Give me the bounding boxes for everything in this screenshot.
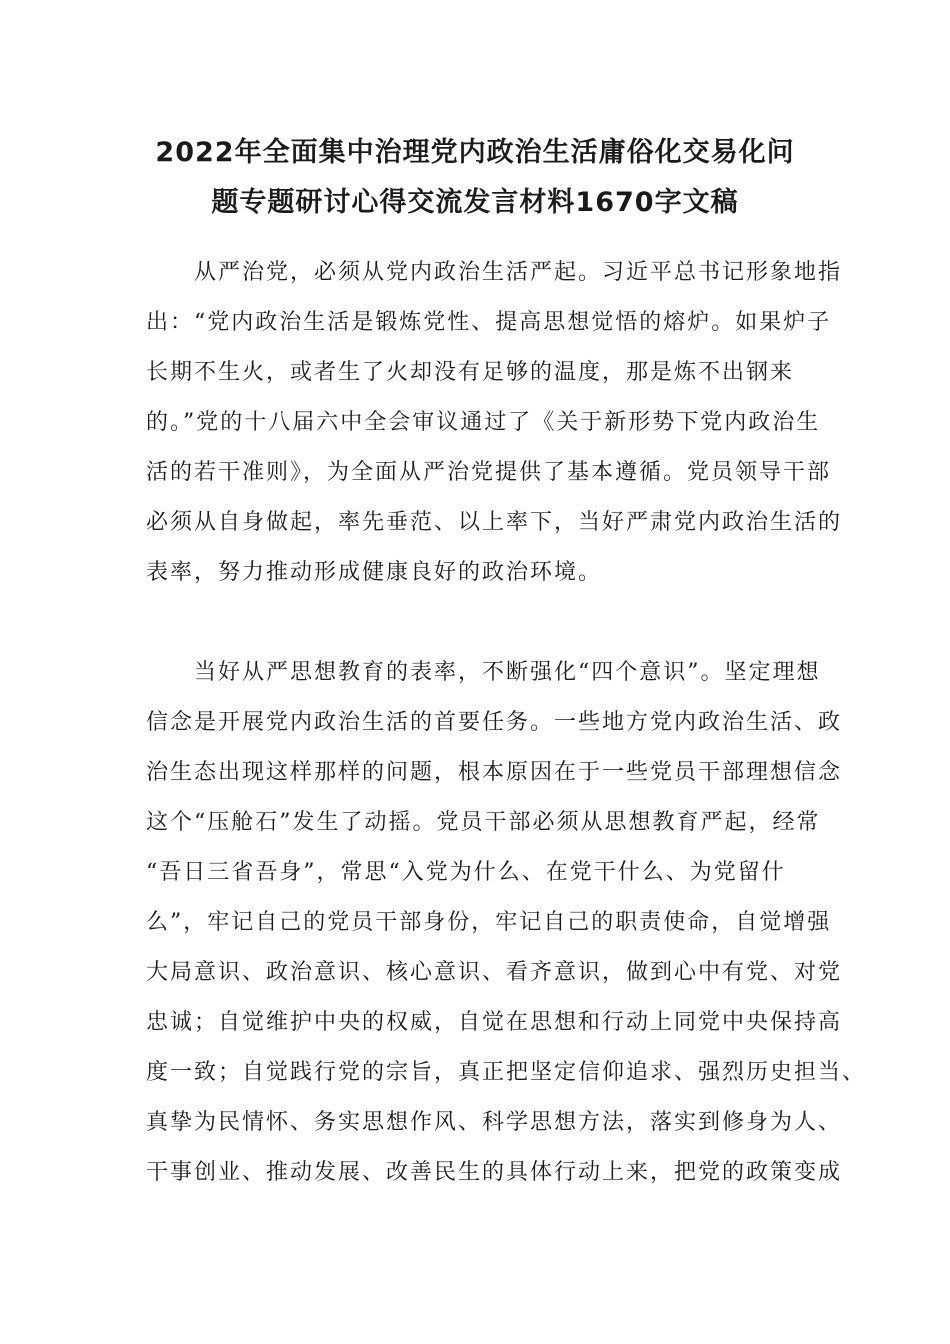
text-line: 信念是开展党内政治生活的首要任务。一些地方党内政治生活、政 (146, 710, 843, 735)
document-title (120, 128, 830, 228)
text-line: 长期不生火，或者生了火却没有足够的温度，那是炼不出钢来 (146, 360, 795, 385)
text-line: 干事创业、推动发展、改善民生的具体行动上来，把党的政策变成 (146, 1160, 843, 1185)
text-line: 出：“党内政治生活是锻炼党性、提高思想觉悟的熔炉。如果炉子 (146, 310, 832, 335)
paragraph-1 (146, 248, 843, 598)
title-line-1: 2022年全面集中治理党内政治生活庸俗化交易化问 (155, 137, 795, 168)
paragraph-2 (146, 648, 867, 1198)
text-line: 必须从自身做起，率先垂范、以上率下，当好严肃党内政治生活的 (146, 510, 843, 535)
title-line-2: 题专题研讨心得交流发言材料1670字文稿 (211, 187, 739, 218)
text-line: 这个“压舱石”发生了动摇。党员干部必须从思想教育严起，经常 (146, 810, 821, 835)
text-line: 忠诚；自觉维护中央的权威，自觉在思想和行动上同党中央保持高 (146, 1010, 843, 1035)
text-line: 活的若干准则》，为全面从严治党提供了基本遵循。党员领导干部 (146, 460, 832, 485)
text-line: 真挚为民情怀、务实思想作风、科学思想方法，落实到修身为人、 (146, 1110, 843, 1135)
text-line: 治生态出现这样那样的问题，根本原因在于一些党员干部理想信念 (146, 760, 843, 785)
text-line: 的。”党的十八届六中全会审议通过了《关于新形势下党内政治生 (146, 410, 821, 435)
document-body (146, 248, 867, 1198)
text-line: 么”，牢记自己的党员干部身份，牢记自己的职责使命，自觉增强 (146, 910, 832, 935)
text-line: 从严治党，必须从党内政治生活严起。习近平总书记形象地指 (146, 260, 843, 285)
text-line: 度一致；自觉践行党的宗旨，真正把坚定信仰追求、强烈历史担当、 (146, 1060, 867, 1085)
text-line: 当好从严思想教育的表率，不断强化“四个意识”。坚定理想 (146, 660, 821, 685)
text-line: 表率，努力推动形成健康良好的政治环境。 (146, 560, 603, 585)
text-line: “吾日三省吾身”，常思“入党为什么、在党干什么、为党留什 (146, 860, 786, 885)
text-line: 大局意识、政治意识、核心意识、看齐意识，做到心中有党、对党 (146, 960, 843, 985)
